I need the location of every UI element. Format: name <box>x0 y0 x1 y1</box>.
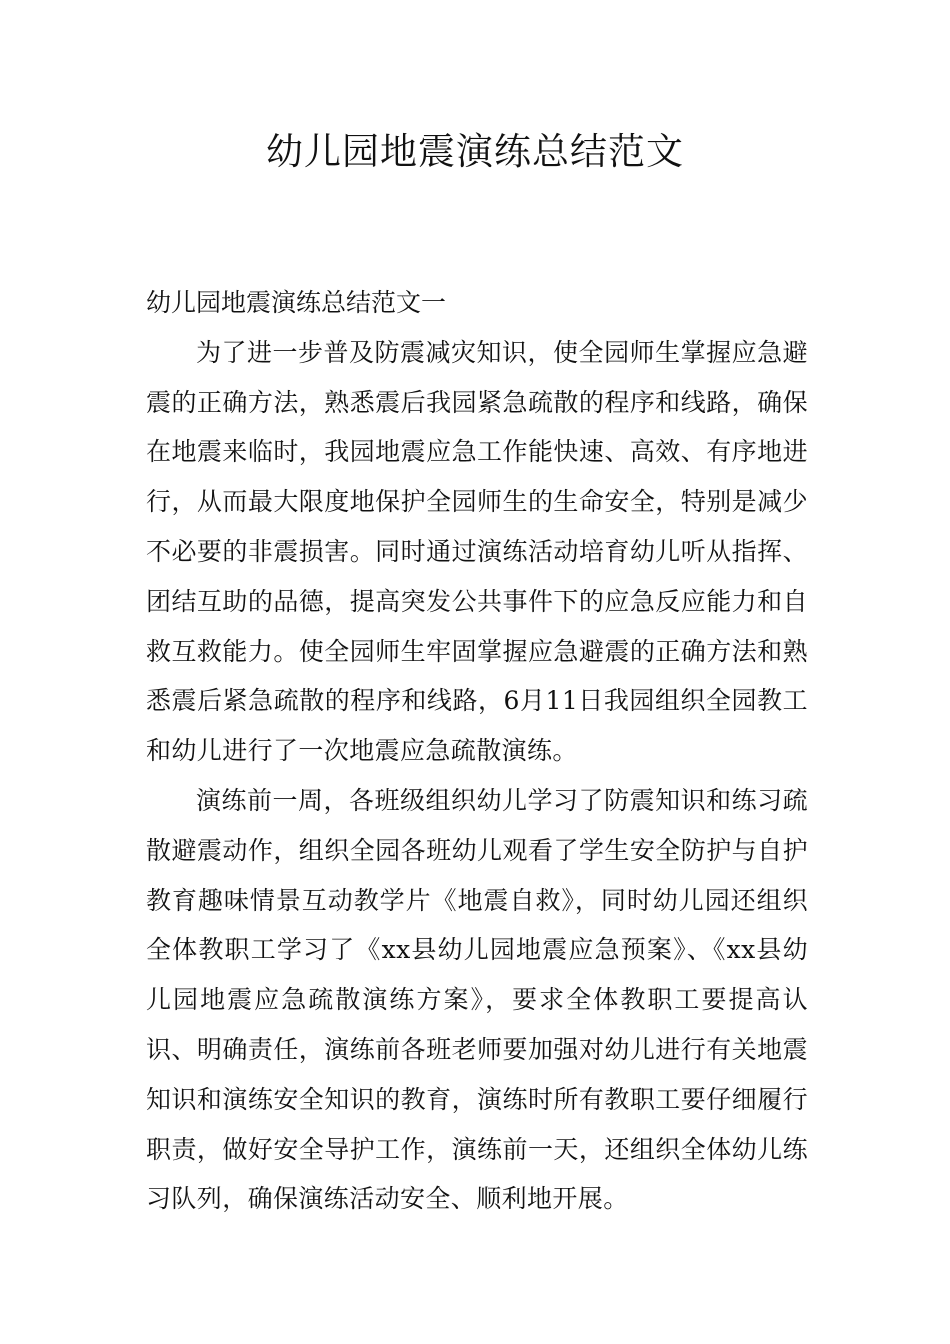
paragraph-1: 为了进一步普及防震减灾知识，使全园师生掌握应急避震的正确方法，熟悉震后我园紧急疏散的程序和线路，确保在地震来临时，我园地震应急工作能快速、高效、有序地进行，从而最大限度地保护全园师生的生命安全，特别是减少不必要的非震损害。同时通过演练活动培育幼儿听从指挥、团结互助的品德，提高突发公共事件下的应急反应能力和自救互救能力。使全园师生牢固掌握应急避震的正确方法和熟悉震后紧急疏散的程序和线路，6月11日我园组织全园教工和幼儿进行了一次地震应急疏散演练。 <box>146 337 808 766</box>
document-title: 幼儿园地震演练总结范文 <box>266 130 684 173</box>
section-heading: 幼儿园地震演练总结范文一 <box>146 288 447 317</box>
document-body <box>146 278 808 1224</box>
paragraph-2: 演练前一周，各班级组织幼儿学习了防震知识和练习疏散避震动作，组织全园各班幼儿观看了学生安全防护与自护教育趣味情景互动教学片《地震自救》，同时幼儿园还组织全体教职工学习了《xx县幼儿园地震应急预案》、《xx县幼儿园地震应急疏散演练方案》，要求全体教职工要提高认识、明确责任，演练前各班老师要加强对幼儿进行有关地震知识和演练安全知识的教育，演练时所有教职工要仔细履行职责，做好安全导护工作，演练前一天，还组织全体幼儿练习队列，确保演练活动安全、顺利地开展。 <box>146 785 808 1214</box>
